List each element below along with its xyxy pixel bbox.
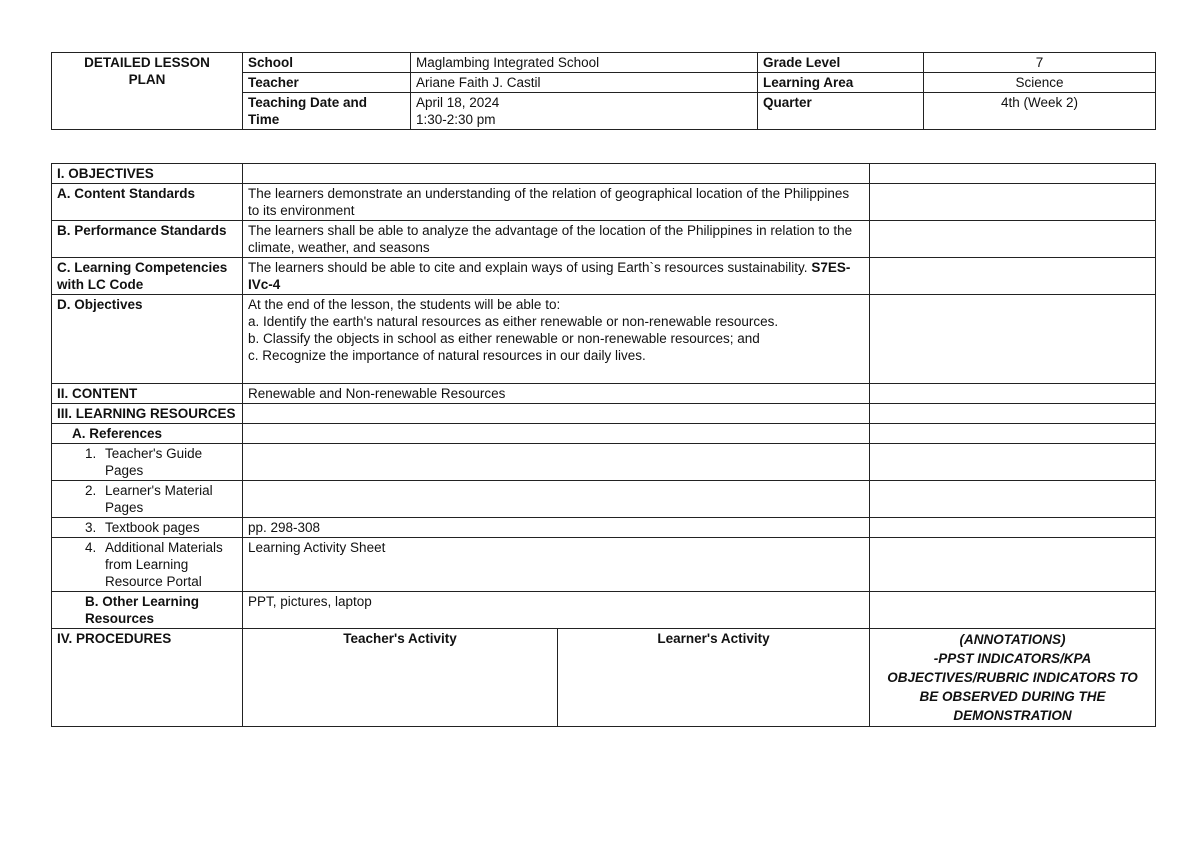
annotations-text: -PPST INDICATORS/KPA OBJECTIVES/RUBRIC INDICATORS TO BE OBSERVED DURING THE DEMONSTRATION — [887, 651, 1138, 723]
annotations-title: (ANNOTATIONS) — [959, 632, 1066, 647]
quarter-label: Quarter — [758, 93, 924, 130]
reference-4-cell — [52, 538, 243, 592]
objectives-intro: At the end of the lesson, the students will be able to: — [248, 297, 561, 312]
reference-3-number: 3. — [85, 520, 97, 535]
procedures-label: IV. PROCEDURES — [52, 629, 243, 727]
teaching-date-value: April 18, 2024 — [416, 95, 500, 110]
learning-area-value: Science — [924, 73, 1156, 93]
reference-2-number: 2. — [85, 483, 97, 498]
learner-activity-header: Learner's Activity — [558, 629, 870, 727]
objectives-heading: I. OBJECTIVES — [52, 164, 243, 184]
other-resources-label: B. Other Learning Resources — [52, 592, 243, 629]
performance-standards-label: B. Performance Standards — [52, 221, 243, 258]
teacher-activity-header: Teacher's Activity — [243, 629, 558, 727]
objectives-cell — [243, 295, 870, 384]
objective-c: c. Recognize the importance of natural resources in our daily lives. — [248, 348, 646, 363]
reference-3-label: Textbook pages — [105, 520, 200, 535]
lesson-plan-table — [51, 163, 1156, 727]
grade-level-value: 7 — [924, 53, 1156, 73]
other-resources-value: PPT, pictures, laptop — [243, 592, 870, 629]
content-label: II. CONTENT — [52, 384, 243, 404]
reference-3-value: pp. 298-308 — [243, 518, 870, 538]
performance-standards-value: The learners shall be able to analyze the advantage of the location of the Philippines in relation to the climate, weather, and seasons — [243, 221, 870, 258]
reference-4-value: Learning Activity Sheet — [243, 538, 870, 592]
teacher-value: Ariane Faith J. Castil — [411, 73, 758, 93]
references-label: A. References — [52, 424, 243, 444]
lesson-plan-title: DETAILED LESSON PLAN — [52, 53, 243, 130]
grade-level-label: Grade Level — [758, 53, 924, 73]
reference-1-label: Teacher's Guide Pages — [105, 446, 203, 478]
content-standards-value: The learners demonstrate an understanding of the relation of geographical location of the Philippines to its environment — [243, 184, 870, 221]
objective-b: b. Classify the objects in school as either renewable or non-renewable resources; and — [248, 331, 760, 346]
learning-competencies-cell — [243, 258, 870, 295]
learning-competencies-value: The learners should be able to cite and explain ways of using Earth`s resources sustainability. — [248, 260, 808, 275]
learning-resources-label: III. LEARNING RESOURCES — [52, 404, 243, 424]
objectives-label: D. Objectives — [52, 295, 243, 384]
header-table — [51, 52, 1156, 130]
teaching-date-label: Teaching Date and Time — [243, 93, 411, 130]
annotations-cell — [870, 629, 1156, 727]
teaching-time-value: 1:30-2:30 pm — [416, 112, 496, 127]
quarter-value: 4th (Week 2) — [924, 93, 1156, 130]
reference-2-label: Learner's Material Pages — [105, 483, 213, 515]
objective-a: a. Identify the earth's natural resources as either renewable or non-renewable resources. — [248, 314, 779, 329]
reference-4-label: Additional Materials from Learning Resource Portal — [105, 540, 223, 589]
content-value: Renewable and Non-renewable Resources — [243, 384, 870, 404]
reference-1-cell — [52, 444, 243, 481]
school-value: Maglambing Integrated School — [411, 53, 758, 73]
content-standards-label: A. Content Standards — [52, 184, 243, 221]
learning-area-label: Learning Area — [758, 73, 924, 93]
learning-competencies-label: C. Learning Competencies with LC Code — [52, 258, 243, 295]
teacher-label: Teacher — [243, 73, 411, 93]
reference-4-number: 4. — [85, 540, 97, 555]
lc-code: S7ES-IVc-4 — [248, 260, 851, 292]
reference-1-number: 1. — [85, 446, 97, 461]
teaching-date-cell — [411, 93, 758, 130]
reference-3-cell — [52, 518, 243, 538]
school-label: School — [243, 53, 411, 73]
reference-2-cell — [52, 481, 243, 518]
